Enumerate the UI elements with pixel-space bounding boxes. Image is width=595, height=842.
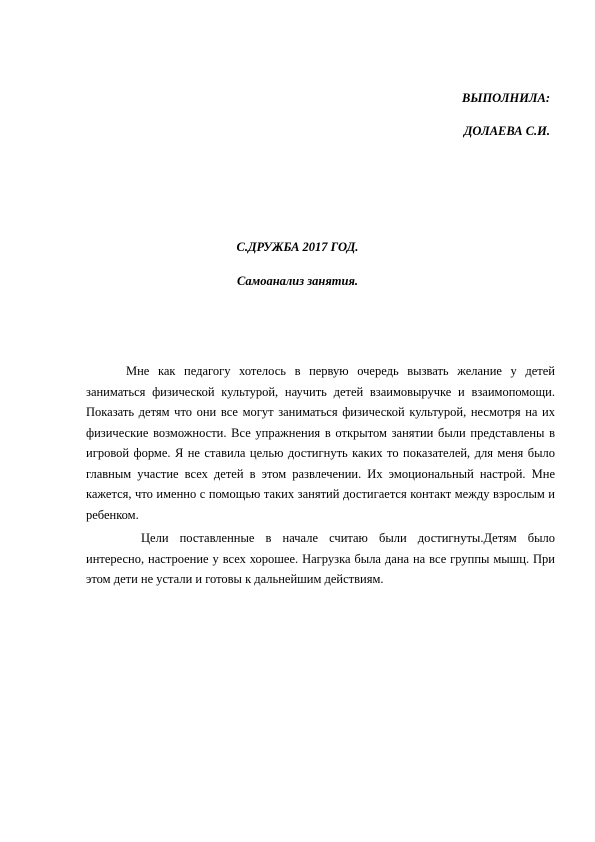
author-name: ДОЛАЕВА С.И.: [463, 124, 550, 138]
place-year-title: С.ДРУЖБА 2017 ГОД.: [236, 240, 359, 254]
performed-by-label: ВЫПОЛНИЛА:: [462, 91, 550, 105]
document-subject: Самоанализ занятия.: [236, 274, 359, 288]
body-paragraph: Мне как педагогу хотелось в первую очередь вызвать желание у детей заниматься физической культурой, научить детей взаимовыручке и взаимопомощи. Показать детям что они все могут заниматься физической культурой, несмотря на их физические возможности. Все упражнения в открытом занятии были представлены в игровой форме. Я не ставила целью достигнуть каких то показателей, для меня было главным участие всех детей в этом развлечении. Их эмоциональный настрой. Мне кажется, что именно с помощью таких занятий достигается контакт между взрослым и ребенком.: [86, 364, 555, 522]
body-paragraph: Цели поставленные в начале считаю были достигнуты.Детям было интересно, настроение у всех хорошее. Нагрузка была дана на все группы мышц. При этом дети не устали и готовы к дальнейшим действиям.: [86, 531, 555, 586]
